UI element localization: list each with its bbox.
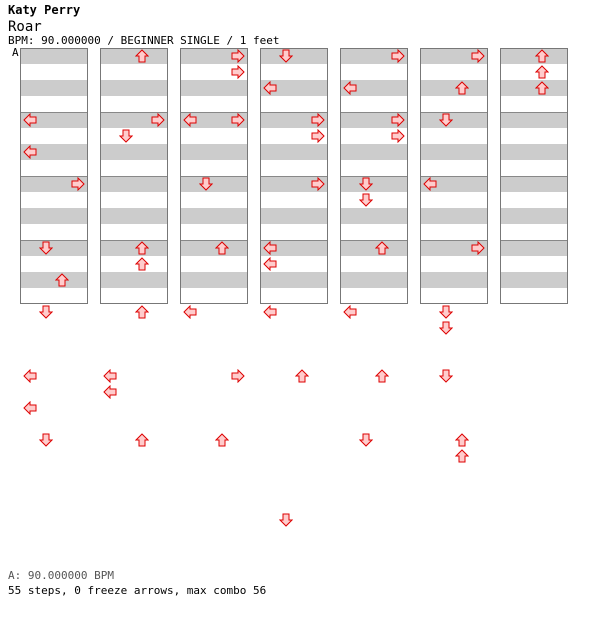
beat-band (260, 48, 328, 64)
right-arrow-icon (151, 113, 165, 127)
right-arrow-icon (71, 177, 85, 191)
measure-line (180, 240, 248, 241)
left-arrow-icon (423, 177, 437, 191)
measure-line (340, 176, 408, 177)
down-arrow-icon (39, 241, 53, 255)
up-arrow-icon (215, 241, 229, 255)
measure-line (20, 240, 88, 241)
left-arrow-icon (263, 241, 277, 255)
chart-column (340, 48, 408, 304)
up-arrow-icon (135, 433, 149, 447)
left-arrow-icon (23, 113, 37, 127)
beat-band (20, 272, 88, 288)
down-arrow-icon (439, 369, 453, 383)
down-arrow-icon (279, 49, 293, 63)
beat-band (340, 208, 408, 224)
down-arrow-icon (359, 193, 373, 207)
beat-band (420, 272, 488, 288)
beat-band (500, 208, 568, 224)
chart-column (180, 48, 248, 304)
beat-band (100, 208, 168, 224)
up-arrow-icon (135, 241, 149, 255)
up-arrow-icon (215, 433, 229, 447)
up-arrow-icon (535, 49, 549, 63)
bpm-legend: A: 90.000000 BPM (8, 569, 114, 582)
beat-band (500, 176, 568, 192)
right-arrow-icon (391, 129, 405, 143)
down-arrow-icon (279, 513, 293, 527)
measure-line (500, 176, 568, 177)
beat-band (260, 144, 328, 160)
left-arrow-icon (103, 369, 117, 383)
chart-column (420, 48, 488, 304)
measure-line (100, 176, 168, 177)
up-arrow-icon (55, 273, 69, 287)
right-arrow-icon (391, 49, 405, 63)
down-arrow-icon (439, 113, 453, 127)
beat-band (340, 240, 408, 256)
right-arrow-icon (231, 49, 245, 63)
beat-band (500, 80, 568, 96)
down-arrow-icon (439, 321, 453, 335)
beat-band (420, 208, 488, 224)
right-arrow-icon (471, 241, 485, 255)
left-arrow-icon (183, 305, 197, 319)
up-arrow-icon (455, 81, 469, 95)
down-arrow-icon (39, 433, 53, 447)
chart-column (500, 48, 568, 304)
down-arrow-icon (119, 129, 133, 143)
chart-meta: BPM: 90.000000 / BEGINNER SINGLE / 1 feet (8, 34, 280, 47)
measure-line (180, 176, 248, 177)
up-arrow-icon (135, 305, 149, 319)
up-arrow-icon (295, 369, 309, 383)
song-title: Roar (8, 19, 42, 35)
right-arrow-icon (311, 113, 325, 127)
right-arrow-icon (231, 369, 245, 383)
left-arrow-icon (103, 385, 117, 399)
measure-line (340, 240, 408, 241)
right-arrow-icon (391, 113, 405, 127)
left-arrow-icon (263, 81, 277, 95)
up-arrow-icon (375, 241, 389, 255)
right-arrow-icon (231, 113, 245, 127)
right-arrow-icon (231, 65, 245, 79)
beat-band (500, 112, 568, 128)
measure-line (500, 240, 568, 241)
down-arrow-icon (39, 305, 53, 319)
beat-band (340, 272, 408, 288)
artist-name: Katy Perry (8, 3, 81, 17)
beat-band (100, 272, 168, 288)
down-arrow-icon (199, 177, 213, 191)
left-arrow-icon (263, 257, 277, 271)
beat-band (420, 80, 488, 96)
left-arrow-icon (183, 113, 197, 127)
measure-line (500, 112, 568, 113)
chart-summary: 55 steps, 0 freeze arrows, max combo 56 (8, 584, 267, 597)
beat-band (100, 48, 168, 64)
beat-band (20, 240, 88, 256)
down-arrow-icon (359, 177, 373, 191)
beat-band (500, 144, 568, 160)
left-arrow-icon (23, 369, 37, 383)
beat-band (20, 208, 88, 224)
chart-column (260, 48, 328, 304)
beat-band (180, 208, 248, 224)
left-arrow-icon (23, 401, 37, 415)
chart-column (100, 48, 168, 304)
up-arrow-icon (135, 257, 149, 271)
beat-band (500, 240, 568, 256)
right-arrow-icon (311, 129, 325, 143)
beat-band (180, 144, 248, 160)
beat-band (180, 80, 248, 96)
beat-band (100, 176, 168, 192)
beat-band (180, 240, 248, 256)
beat-band (180, 272, 248, 288)
beat-band (340, 144, 408, 160)
beat-band (260, 208, 328, 224)
up-arrow-icon (135, 49, 149, 63)
up-arrow-icon (375, 369, 389, 383)
beat-band (420, 144, 488, 160)
beat-band (20, 80, 88, 96)
beat-band (420, 112, 488, 128)
up-arrow-icon (535, 81, 549, 95)
beat-band (500, 48, 568, 64)
beat-band (100, 144, 168, 160)
left-arrow-icon (263, 305, 277, 319)
chart-column (20, 48, 88, 304)
right-arrow-icon (471, 49, 485, 63)
down-arrow-icon (359, 433, 373, 447)
beat-band (180, 176, 248, 192)
down-arrow-icon (439, 305, 453, 319)
right-arrow-icon (311, 177, 325, 191)
beat-band (100, 240, 168, 256)
left-arrow-icon (23, 145, 37, 159)
beat-band (260, 272, 328, 288)
up-arrow-icon (455, 449, 469, 463)
measure-line (100, 240, 168, 241)
beat-band (500, 272, 568, 288)
bpm-marker: A (12, 46, 19, 59)
left-arrow-icon (343, 305, 357, 319)
beat-band (100, 80, 168, 96)
up-arrow-icon (455, 433, 469, 447)
measure-line (420, 112, 488, 113)
left-arrow-icon (343, 81, 357, 95)
beat-band (20, 48, 88, 64)
beat-band (340, 176, 408, 192)
up-arrow-icon (535, 65, 549, 79)
